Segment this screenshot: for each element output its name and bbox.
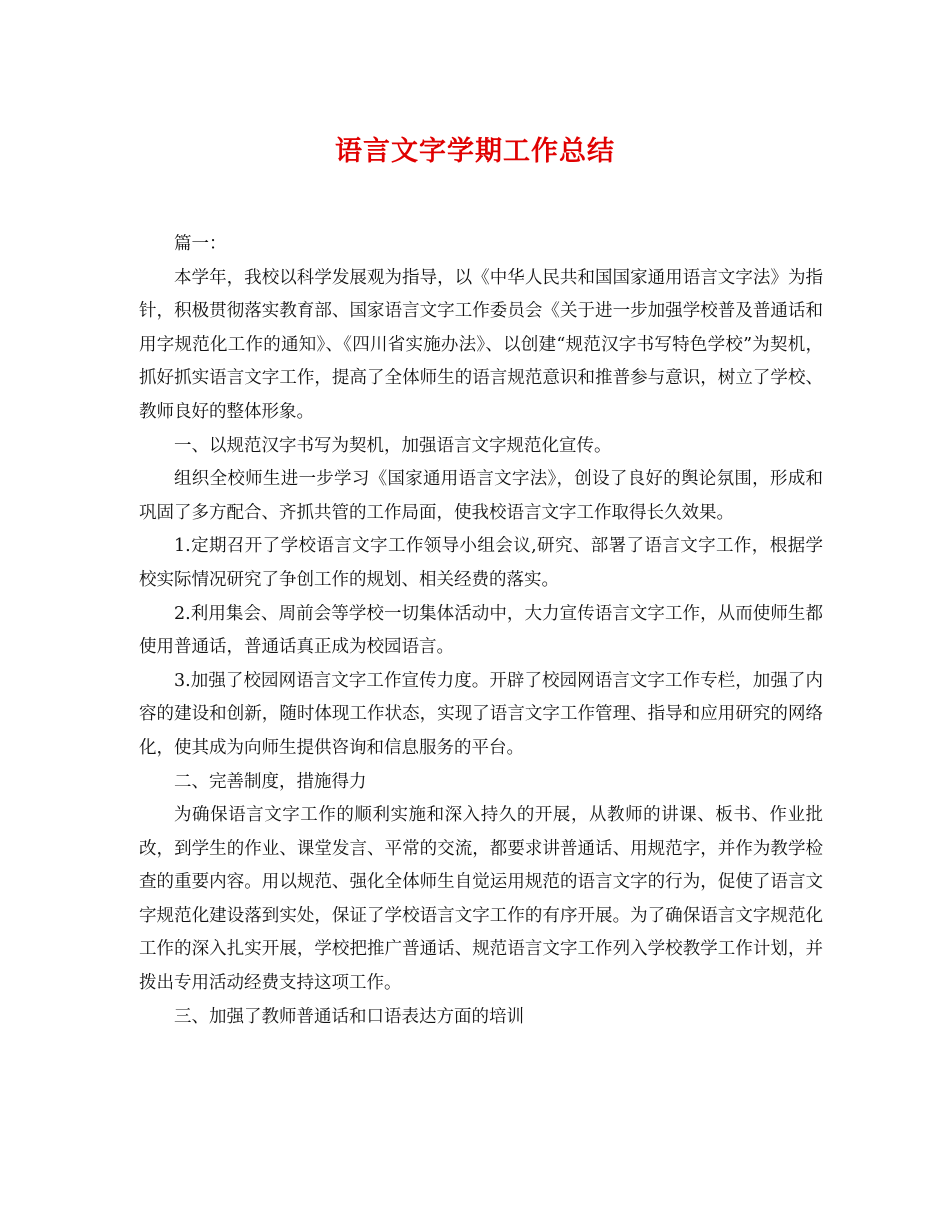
list-item: 1.定期召开了学校语言文字工作领导小组会议,研究、部署了语言文字工作，根据学校实际情况研究了争创工作的规划、相关经费的落实。 bbox=[139, 536, 823, 590]
list-item: 2.利用集会、周前会等学校一切集体活动中，大力宣传语言文字工作，从而使师生都使用普通话，普通话真正成为校园语言。 bbox=[139, 603, 823, 658]
document-title: 语言文字学期工作总结 bbox=[335, 136, 615, 167]
paragraph: 篇一： bbox=[174, 234, 227, 254]
paragraph: 为确保语言文字工作的顺利实施和深入持久的开展，从教师的讲课、板书、作业批改，到学生的作业、课堂发言、平常的交流，都要求讲普通话、用规范字，并作为教学检查的重要内容。用以规范、强化全体师生自觉运用规范的语言文字的行为，促使了语言文字规范化建设落到实处，保证了学校语言文字工作的有序开展。为了确保语言文字规范化工作的深入扎实开展，学校把推广普通话、规范语言文字工作列入学校教学工作计划，并拨出专用活动经费支持这项工作。 bbox=[139, 805, 823, 994]
paragraph: 组织全校师生进一步学习《国家通用语言文字法》，创设了良好的舆论氛围，形成和巩固了多方配合、齐抓共管的工作局面，使我校语言文字工作取得长久效果。 bbox=[139, 469, 823, 523]
section-heading: 一、以规范汉字书写为契机，加强语言文字规范化宣传。 bbox=[174, 435, 612, 456]
list-item: 3.加强了校园网语言文字工作宣传力度。开辟了校园网语言文字工作专栏，加强了内容的建设和创新，随时体现工作状态，实现了语言文字工作管理、指导和应用研究的网络化，使其成为向师生提供咨询和信息服务的平台。 bbox=[139, 670, 823, 758]
section-heading: 三、加强了教师普通话和口语表达方面的培训 bbox=[174, 1006, 524, 1027]
paragraph: 本学年，我校以科学发展观为指导，以《中华人民共和国国家通用语言文字法》为指针，积极贯彻落实教育部、国家语言文字工作委员会《关于进一步加强学校普及普通话和用字规范化工作的通知》、《四川省实施办法》、以创建“规范汉字书写特色学校”为契机，抓好抓实语言文字工作，提高了全体师生的语言规范意识和推普参与意识，树立了学校、教师良好的整体形象。 bbox=[139, 267, 823, 422]
document-body bbox=[139, 228, 823, 1034]
section-heading: 二、完善制度，措施得力 bbox=[174, 771, 367, 792]
